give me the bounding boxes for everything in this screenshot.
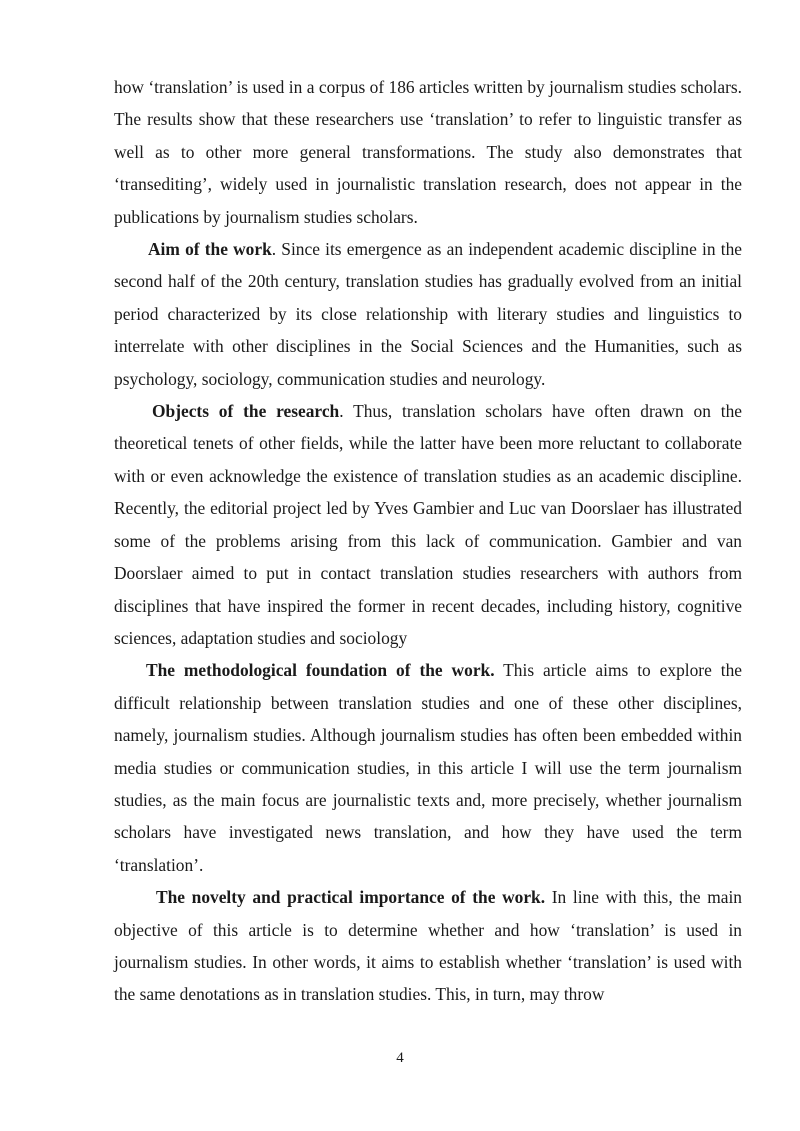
paragraph-aim-text: . Since its emergence as an independent academic discipline in the second half of the 20th century, translation studies has gradually evolved from an initial period characterized by its close relationship with literary studies and linguistics to interrelate with other disciplines in the Social Sciences and the Humanities, such as psychology, sociology, communication studies and neurology. xyxy=(114,239,743,389)
page-number: 4 xyxy=(396,1050,404,1066)
paragraph-intro-text: how ‘translation’ is used in a corpus of 186 articles written by journalism studies scholars. The results show that these researchers use ‘translation’ to refer to linguistic transfer as well as to other more general transformations. The study also demonstrates that ‘transediting’, widely used in journalistic translation research, does not appear in the publications by journalism studies scholars. xyxy=(114,77,742,227)
paragraph-intro xyxy=(114,71,742,233)
heading-objects: Objects of the research xyxy=(152,401,340,422)
heading-novelty: The novelty and practical importance of the work. xyxy=(156,887,546,908)
paragraph-methodology xyxy=(114,654,742,881)
paragraph-objects-text: . Thus, translation scholars have often drawn on the theoretical tenets of other fields, while the latter have been more reluctant to collaborate with or even acknowledge the existence of translation studies as an academic discipline. Recently, the editorial project led by Yves Gambier and Luc van Doorslaer has illustrated some of the problems arising from this lack of communication. Gambier and van Doorslaer aimed to put in contact translation studies researchers with authors from disciplines that have inspired the former in recent decades, including history, cognitive sciences, adaptation studies and sociology xyxy=(114,401,742,648)
heading-aim: Aim of the work xyxy=(148,239,272,260)
body-text xyxy=(114,71,742,1011)
paragraph-objects xyxy=(114,395,742,654)
paragraph-methodology-text: This article aims to explore the difficult relationship between translation studies and one of these other disciplines, namely, journalism studies. Although journalism studies has often been embedded within media studies or communication studies, in this article I will use the term journalism studies, as the main focus are journalistic texts and, more precisely, whether journalism scholars have investigated news translation, and how they have used the term ‘translation’. xyxy=(114,660,742,875)
paragraph-novelty-text: In line with this, the main objective of this article is to determine whether and how ‘translation’ is used in journalism studies. In other words, it aims to establish whether ‘translation’ is used with the same denotations as in translation studies. This, in turn, may throw xyxy=(114,887,742,1005)
paragraph-aim xyxy=(114,233,742,395)
paragraph-novelty xyxy=(114,881,742,1011)
heading-methodology: The methodological foundation of the work. xyxy=(146,660,495,681)
